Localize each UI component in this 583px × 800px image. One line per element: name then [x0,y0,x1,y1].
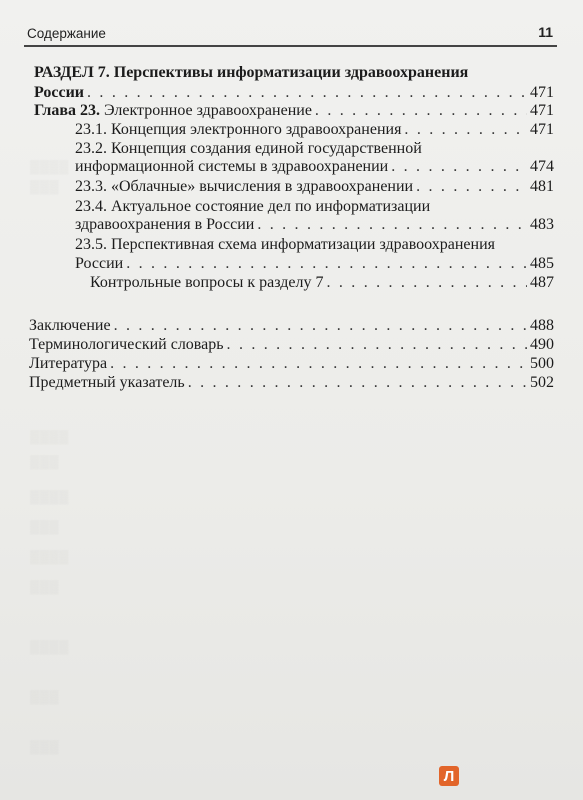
toc-item-title: Литература [29,355,108,372]
toc-page-number: 502 [530,374,554,391]
leader-dots [327,274,528,292]
toc-item [75,121,554,139]
toc-page-number: 474 [530,158,554,175]
leader-dots [126,255,527,273]
toc-item [75,178,554,196]
toc-item [75,255,554,273]
toc-item-title: Контрольные вопросы к разделу 7 [90,274,324,291]
toc-part-entry [34,84,554,102]
leader-dots [257,216,527,234]
toc-chapter-title: Электронное здравоохранение [104,102,312,119]
leader-dots [114,317,527,335]
toc-item [75,158,554,176]
leader-dots [404,121,527,139]
toc-back-matter-entry [29,336,554,354]
toc-back-matter-entry [29,317,554,335]
bleed-through: ▒▒▒▒ [30,489,69,504]
bleed-through: ▒▒▒ [30,179,60,194]
toc-item-title-line2: России [75,255,124,272]
toc-part-title-line1: РАЗДЕЛ 7. Перспективы информатизации здравоохранения [34,64,469,81]
toc-back-matter-entry [29,374,554,392]
toc-item-title: Предметный указатель [29,374,185,391]
toc-item-title: 23.1. Концепция электронного здравоохранения [75,121,402,138]
bleed-through: ▒▒▒▒ [30,429,69,444]
bleed-through: ▒▒▒ [30,454,60,469]
toc-item-title: Терминологический словарь [29,336,224,353]
bleed-through: ▒▒▒ [30,579,60,594]
toc-item [90,274,554,292]
leader-dots [416,178,527,196]
toc-page-number: 500 [530,355,554,372]
bleed-through: ▒▒▒ [30,519,60,534]
toc-item-title: Заключение [29,317,111,334]
leader-dots [87,84,527,102]
toc-item-title-line1: 23.5. Перспективная схема информатизации здравоохранения [75,236,496,253]
toc-page-number: 488 [530,317,554,334]
toc-part-title-line2: России [34,84,85,101]
toc-page-number: 490 [530,336,554,353]
toc-page-number: 481 [530,178,554,195]
toc-item [75,216,554,234]
leader-dots [315,102,527,120]
store-logo-icon: Л [439,766,459,786]
toc-page-number: 471 [530,84,554,101]
bleed-through: ▒▒▒▒ [30,159,69,174]
toc-item-title-line2: здравоохранения в России [75,216,255,233]
toc-chapter-label: Глава 23. [34,102,100,119]
toc-page-number: 471 [530,102,554,119]
running-header-title: Содержание [27,26,106,41]
toc-item-title: 23.3. «Облачные» вычисления в здравоохранении [75,178,414,195]
toc-chapter-entry [34,102,554,120]
bleed-through: ▒▒▒ [30,739,60,754]
leader-dots [391,158,527,176]
bleed-through: ▒▒▒▒ [30,639,69,654]
leader-dots [188,374,527,392]
toc-item-title-line2: информационной системы в здравоохранении [75,158,389,175]
toc-item-title-line1: 23.4. Актуальное состояние дел по информатизации [75,198,431,215]
leader-dots [227,336,527,354]
page-number: 11 [538,24,553,40]
toc-item-title-line1: 23.2. Концепция создания единой государственной [75,140,422,157]
toc-back-matter-entry [29,355,554,373]
bleed-through: ▒▒▒ [30,689,60,704]
toc-page-number: 485 [530,255,554,272]
leader-dots [110,355,527,373]
toc-page-number: 483 [530,216,554,233]
toc-page-number: 471 [530,121,554,138]
toc-page-number: 487 [530,274,554,291]
bleed-through: ▒▒▒▒ [30,549,69,564]
